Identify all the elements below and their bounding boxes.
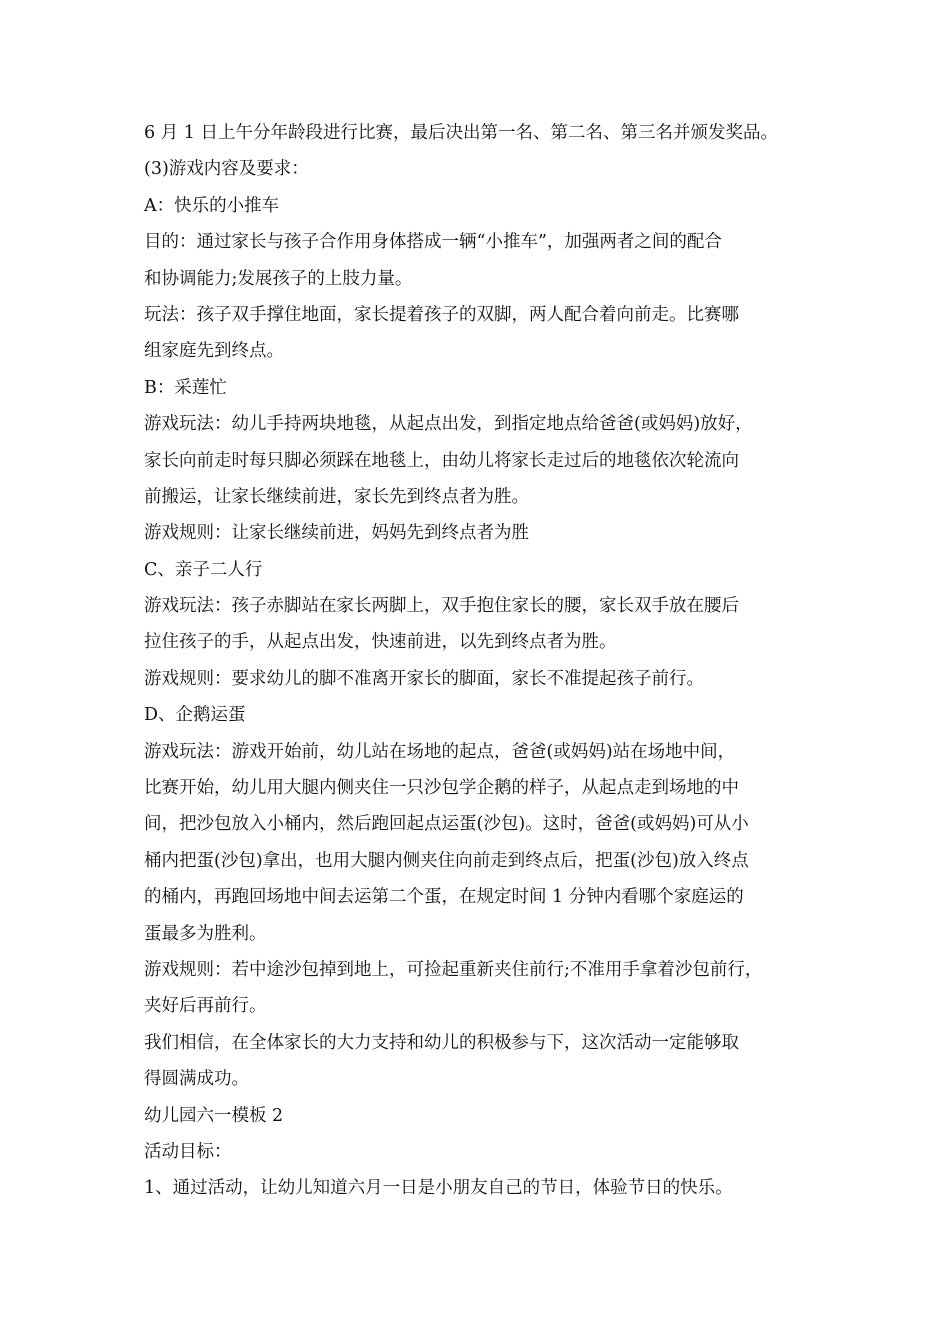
game-a-play-line-1: 玩法：孩子双手撑住地面，家长提着孩子的双脚，两人配合着向前走。比赛哪: [144, 304, 739, 325]
game-a-title: A：快乐的小推车: [144, 195, 280, 216]
game-d-rules-line-2: 夹好后再前行。: [144, 996, 267, 1017]
game-b-title: B：采莲忙: [144, 377, 227, 398]
game-d-play-line-1: 游戏玩法：游戏开始前，幼儿站在场地的起点，爸爸(或妈妈)站在场地中间，: [144, 741, 736, 762]
heading-game-content: (3)游戏内容及要求：: [144, 159, 309, 180]
text-line-prize-award: 6 月 1 日上午分年龄段进行比赛，最后决出第一名、第二名、第三名并颁发奖品。: [144, 123, 778, 143]
game-a-purpose-line-1: 目的：通过家长与孩子合作用身体搭成一辆“小推车”，加强两者之间的配合: [144, 232, 722, 253]
activity-goal-1: 1、通过活动，让幼儿知道六月一日是小朋友自己的节日，体验节日的快乐。: [144, 1178, 733, 1199]
activity-goals-heading: 活动目标：: [144, 1141, 232, 1162]
game-c-play-line-1: 游戏玩法：孩子赤脚站在家长两脚上，双手抱住家长的腰，家长双手放在腰后: [144, 596, 739, 617]
game-d-title: D、企鹅运蛋: [144, 705, 246, 726]
template-2-title: 幼儿园六一模板 2: [144, 1105, 284, 1126]
game-a-purpose-line-2: 和协调能力;发展孩子的上肢力量。: [144, 268, 413, 289]
closing-line-1: 我们相信，在全体家长的大力支持和幼儿的积极参与下，这次活动一定能够取: [144, 1032, 739, 1053]
closing-line-2: 得圆满成功。: [144, 1069, 249, 1090]
game-b-rules: 游戏规则：让家长继续前进，妈妈先到终点者为胜: [144, 523, 529, 544]
game-c-play-line-2: 拉住孩子的手，从起点出发，快速前进，以先到终点者为胜。: [144, 632, 617, 653]
game-d-play-line-5: 的桶内，再跑回场地中间去运第二个蛋，在规定时间 1 分钟内看哪个家庭运的: [144, 887, 744, 908]
game-b-play-line-2: 家长向前走时每只脚必须踩在地毯上，由幼儿将家长走过后的地毯依次轮流向: [144, 450, 739, 471]
game-d-play-line-3: 间，把沙包放入小桶内，然后跑回起点运蛋(沙包)。这时，爸爸(或妈妈)可从小: [144, 814, 749, 835]
game-d-play-line-6: 蛋最多为胜利。: [144, 923, 267, 944]
document-body: [144, 115, 824, 1207]
game-b-play-line-3: 前搬运，让家长继续前进，家长先到终点者为胜。: [144, 486, 529, 507]
game-d-play-line-4: 桶内把蛋(沙包)拿出，也用大腿内侧夹住向前走到终点后，把蛋(沙包)放入终点: [144, 850, 749, 871]
game-a-play-line-2: 组家庭先到终点。: [144, 341, 284, 362]
game-c-title: C、亲子二人行: [144, 559, 263, 580]
game-c-rules: 游戏规则：要求幼儿的脚不准离开家长的脚面，家长不准提起孩子前行。: [144, 668, 704, 689]
game-d-play-line-2: 比赛开始，幼儿用大腿内侧夹住一只沙包学企鹅的样子，从起点走到场地的中: [144, 778, 739, 799]
game-d-rules-line-1: 游戏规则：若中途沙包掉到地上，可捡起重新夹住前行;不准用手拿着沙包前行，: [144, 959, 763, 980]
game-b-play-line-1: 游戏玩法：幼儿手持两块地毯，从起点出发，到指定地点给爸爸(或妈妈)放好，: [144, 414, 753, 435]
